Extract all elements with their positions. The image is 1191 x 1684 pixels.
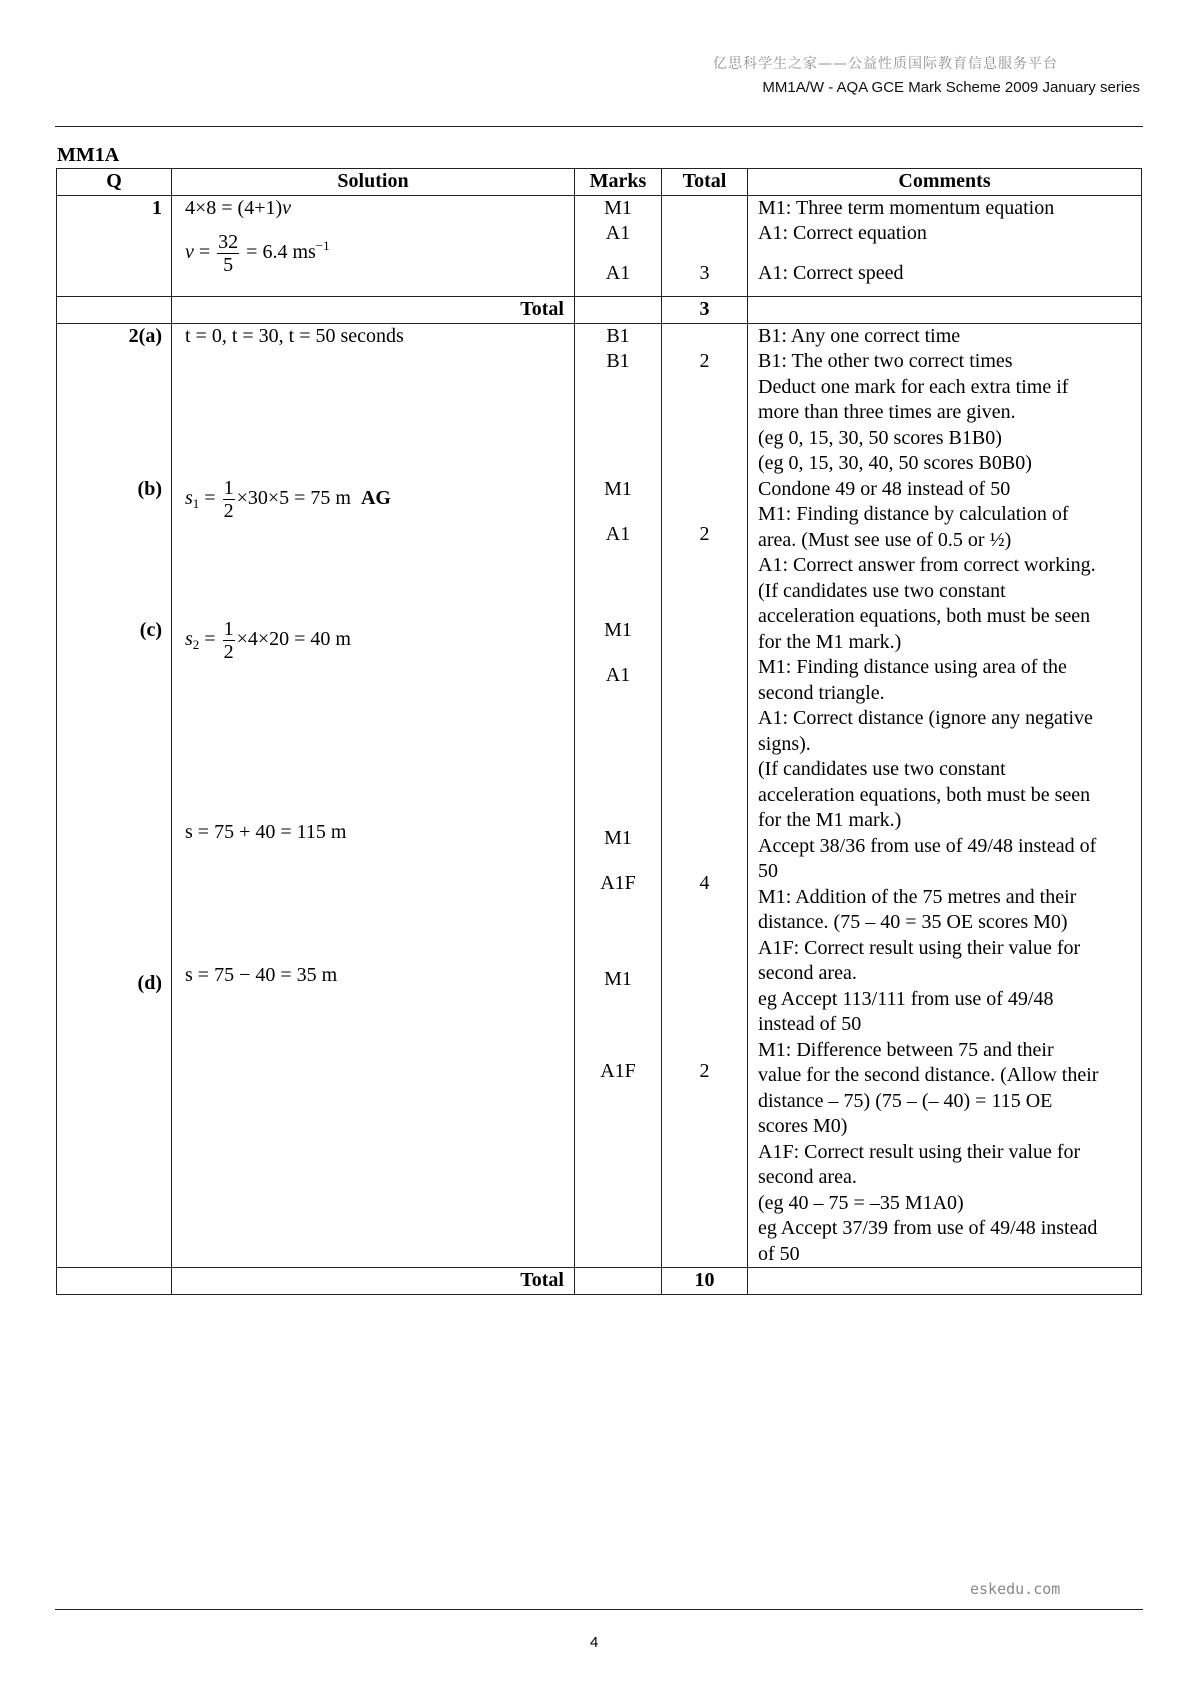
mark-scheme-table	[56, 168, 1142, 1295]
solution-line: v = $\frac{32}{5}$ = 6.4 $ms^{-1}$	[185, 231, 330, 276]
comments-cell: B1: Any one correct time B1: The other two correct times Deduct one mark for each extra time if more than three times are given. (eg 0, 15, 30, 50 scores B1B0) (eg 0, 15, 30, 40, 50 scores B0B0) Condone 49 or 48 instead of 50 M1: Finding distance by calculation of area. (Must see use of 0.5 or ½) A1: Correct answer from correct working. (If candidates use two constant acceleration equations, both must be seen for the M1 mark.) M1: Finding distance using area of the second triangle. A1: Correct distance (ignore any negative signs). (If candidates use two constant acceleration equations, both must be seen for the M1 mark.) Accept 38/36 from use of 49/48 instead of 50 M1: Addition of the 75 metres and their distance. (75 – 40 = 35 OE scores M0) A1F: Correct result using their value for second area. eg Accept 113/111 from use of 49/48 instead of 50 M1: Difference between 75 and their value for the second distance. (Allow their distance – 75) (75 – (– 40) = 115 OE scores M0) A1F: Correct result using their value for second area. (eg 40 – 75 = –35 M1A0) eg Accept 37/39 from use of 49/48 instead of 50	[748, 323, 1142, 1268]
footer-site: eskedu.com	[970, 1580, 1061, 1598]
fraction: $\frac{1}{2}$	[223, 476, 234, 522]
marks-cell: M1 A1 A1	[575, 195, 662, 297]
fraction: $\frac{1}{2}$	[223, 618, 234, 663]
solution-line: 4×8 = (4+1)v	[185, 196, 292, 219]
header-marks: Marks	[575, 169, 662, 196]
table-header-row	[57, 169, 1142, 196]
total-value: 3	[662, 297, 748, 324]
marks-cell: B1 B1 M1 A1 M1 A1 M1 A1F M1 A1F	[575, 323, 662, 1268]
section-label: MM1A	[57, 144, 120, 166]
solution-cell	[172, 195, 575, 297]
table-row-q1	[57, 195, 1142, 297]
header-total: Total	[662, 169, 748, 196]
page-number: 4	[590, 1634, 599, 1651]
solution-line: t = 0, t = 30, t = 50 seconds	[185, 324, 404, 347]
fraction: $\frac{32}{5}$	[218, 231, 239, 276]
question-number: 1	[57, 195, 172, 297]
total-value: 10	[662, 1268, 748, 1295]
question-number: 2(a) (b) (c) (d)	[57, 323, 172, 1268]
solution-line: $s_1$ = $\frac{1}{2}$ ×30×5 = 75 m AG	[185, 476, 391, 522]
header-q: Q	[57, 169, 172, 196]
total-row	[57, 297, 1142, 324]
footer-rule	[55, 1609, 1143, 1610]
header-title: MM1A/W - AQA GCE Mark Scheme 2009 January series	[762, 79, 1140, 96]
table-row-q2	[57, 323, 1142, 1268]
header-rule	[55, 126, 1143, 127]
solution-line: s = 75 + 40 = 115 m	[185, 821, 347, 843]
header-site-text: 亿思科学生之家——公益性质国际教育信息服务平台	[713, 56, 1058, 72]
total-row	[57, 1268, 1142, 1295]
comments-cell: M1: Three term momentum equation A1: Correct equation A1: Correct speed	[748, 195, 1142, 297]
total-cell: 2 2 4 2	[662, 323, 748, 1268]
solution-line: $s_2$ = $\frac{1}{2}$ ×4×20 = 40 m	[185, 618, 351, 663]
header-solution: Solution	[172, 169, 575, 196]
header-comments: Comments	[748, 169, 1142, 196]
solution-cell	[172, 323, 575, 1268]
total-label: Total	[172, 297, 575, 324]
total-label: Total	[172, 1268, 575, 1295]
solution-line: s = 75 − 40 = 35 m	[185, 963, 338, 986]
total-cell: 3	[662, 195, 748, 297]
